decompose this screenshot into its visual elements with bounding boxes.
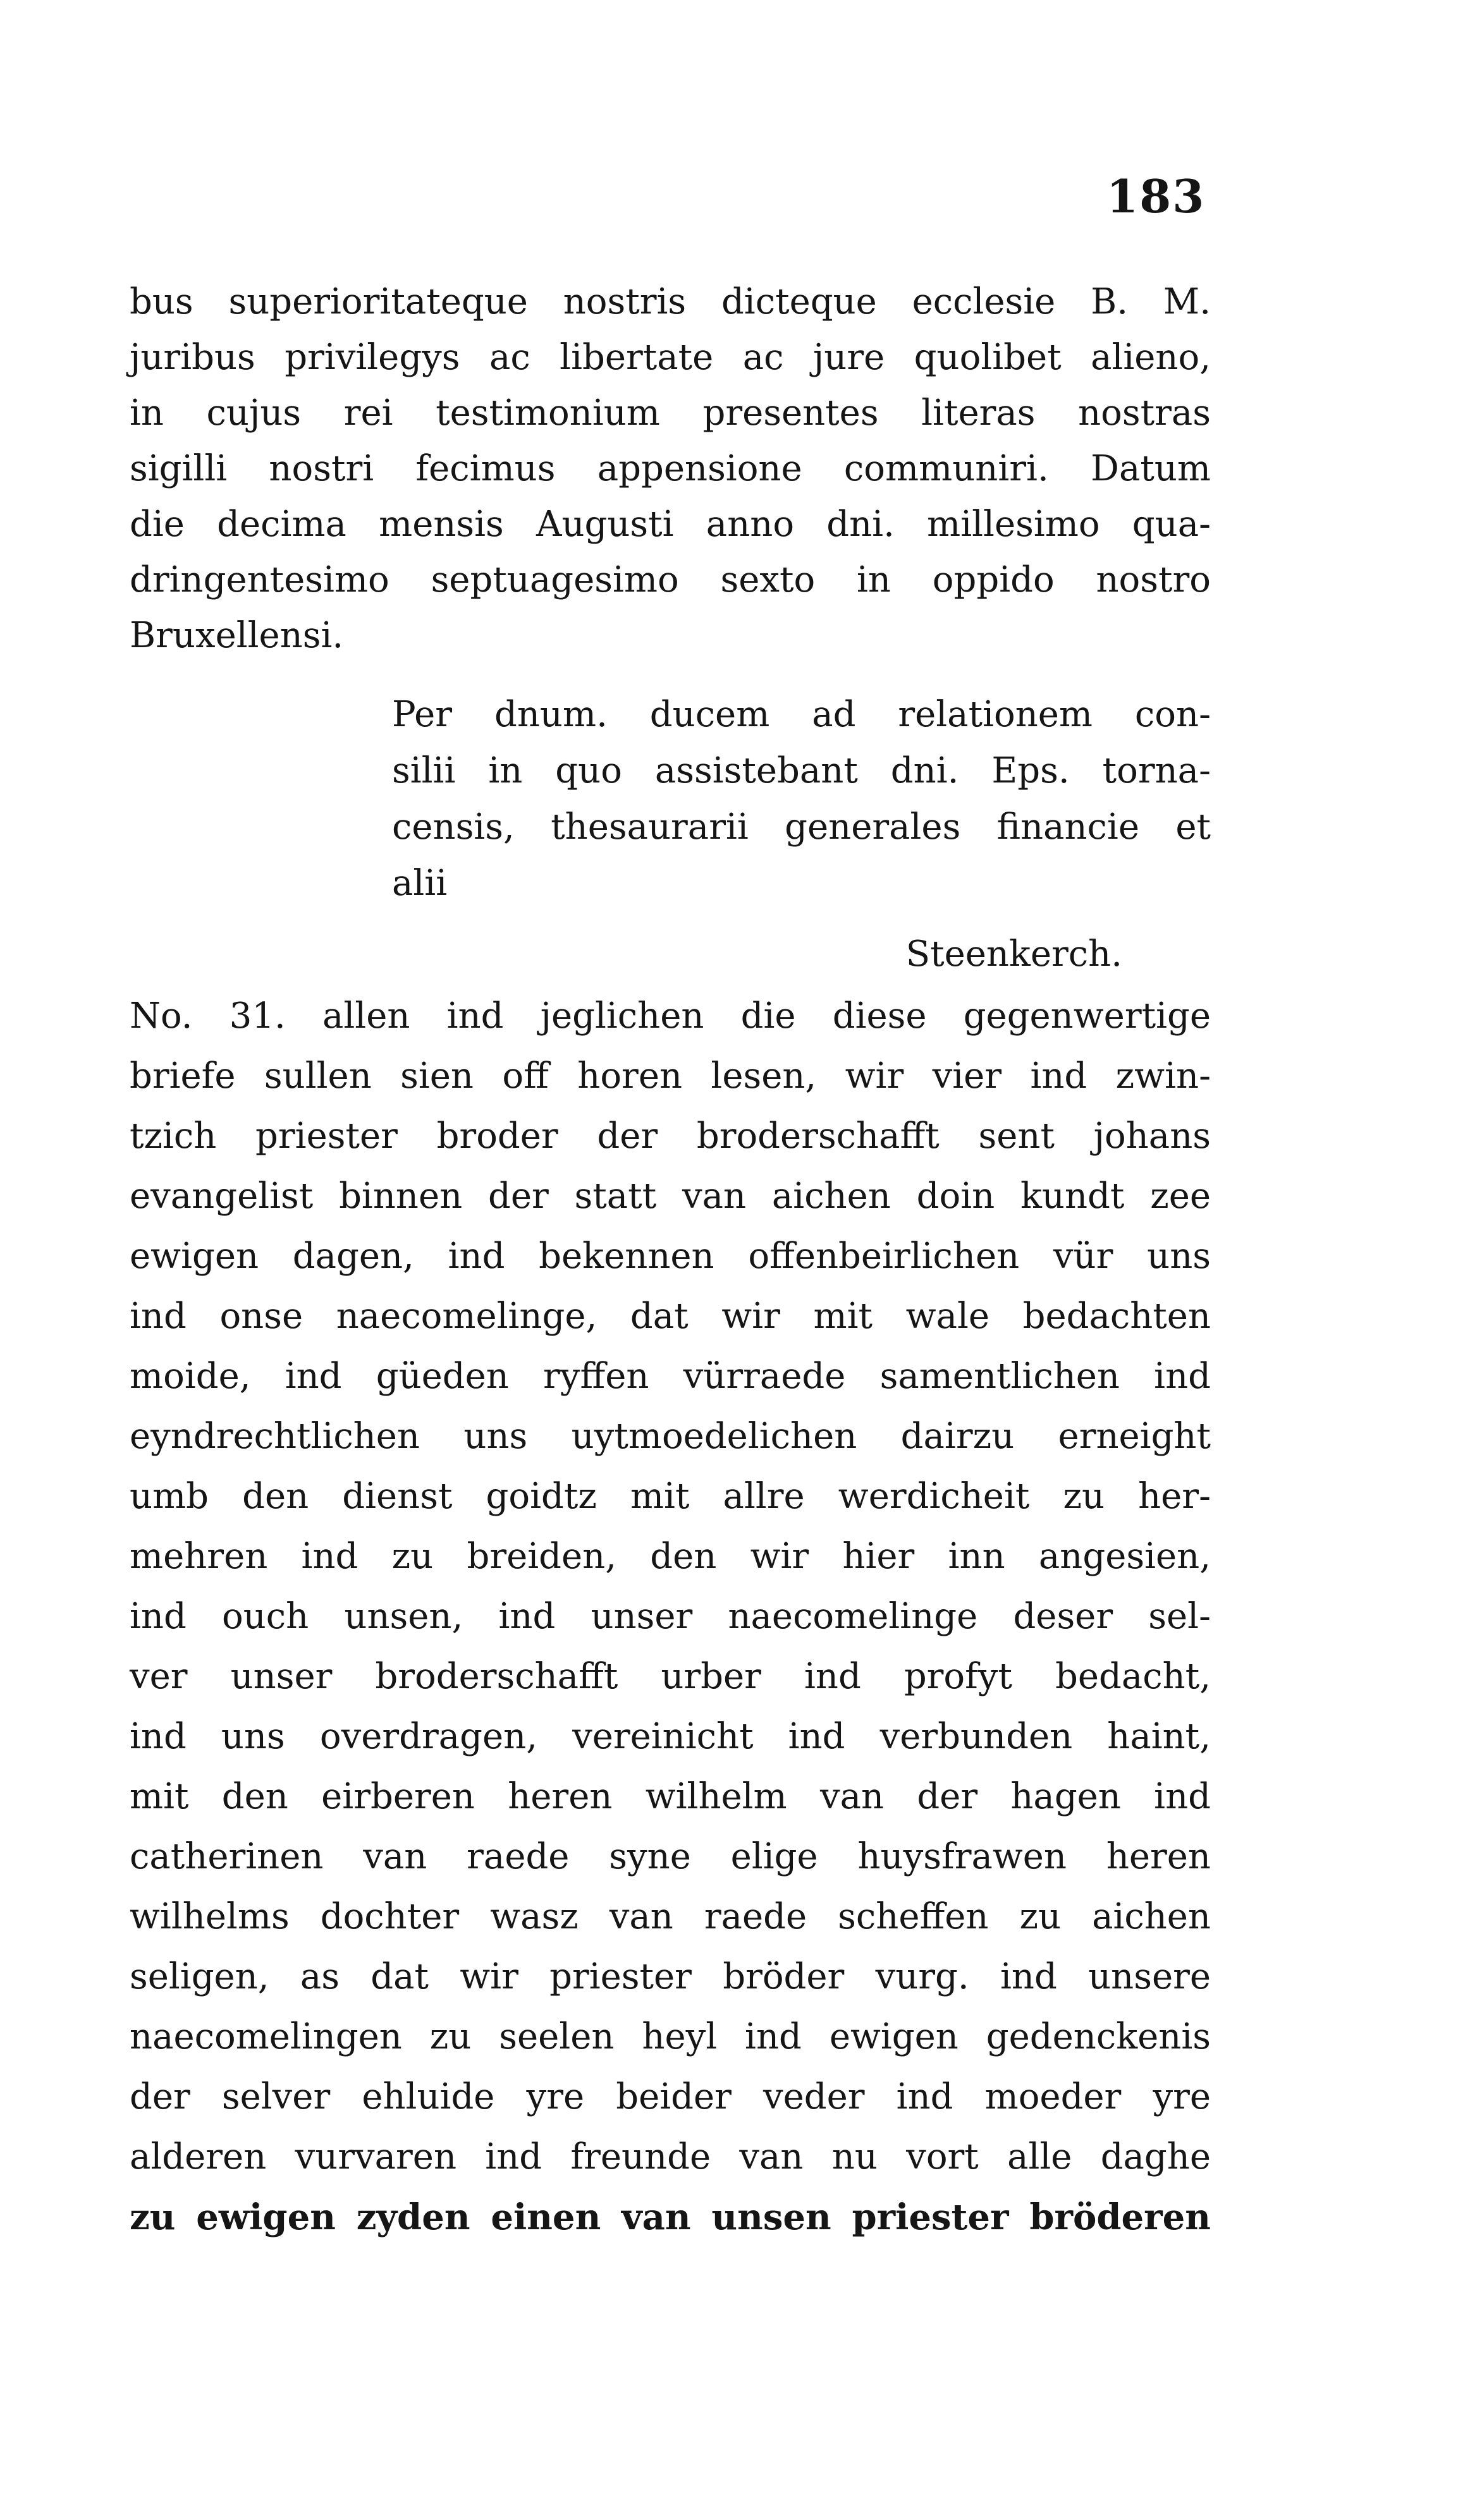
page-number: 183 <box>1106 169 1206 223</box>
notation-line: alii <box>392 863 448 904</box>
text-line: ver unser broderschafft urber ind profyt bedacht, <box>130 1656 1211 1697</box>
text-line: der selver ehluide yre beider veder ind moeder yre <box>130 2076 1211 2117</box>
text-line: zu ewigen zyden einen van unsen priester bröderen <box>130 2196 1211 2238</box>
signature: Steenkerch. <box>905 934 1122 975</box>
text-line: No. 31. allen ind jeglichen die diese gegenwertige <box>130 995 1211 1037</box>
text-line: naecomelingen zu seelen heyl ind ewigen gedenckenis <box>130 2016 1211 2057</box>
notation-line: Per dnum. ducem ad relationem con- <box>392 694 1211 735</box>
text-line: juribus privilegys ac libertate ac jure quolibet alieno, <box>130 337 1211 378</box>
text-line: wilhelms dochter wasz van raede scheffen zu aichen <box>130 1896 1211 1937</box>
text-line: sigilli nostri fecimus appensione communiri. Datum <box>130 448 1211 489</box>
text-line: alderen vurvaren ind freunde van nu vort alle daghe <box>130 2136 1211 2177</box>
text-line: die decima mensis Augusti anno dni. millesimo qua- <box>130 504 1211 545</box>
text-line: seligen, as dat wir priester bröder vurg. ind unsere <box>130 1956 1211 1997</box>
notation-line: silii in quo assistebant dni. Eps. torna- <box>392 750 1211 791</box>
text-line: catherinen van raede syne elige huysfrawen heren <box>130 1836 1211 1877</box>
text-line: umb den dienst goidtz mit allre werdicheit zu her- <box>130 1476 1211 1517</box>
text-line: Bruxellensi. <box>130 615 344 656</box>
text-line: in cujus rei testimonium presentes literas nostras <box>130 393 1211 434</box>
text-line: ind uns overdragen, vereinicht ind verbunden haint, <box>130 1716 1211 1757</box>
text-line: eyndrechtlichen uns uytmoedelichen dairzu erneight <box>130 1416 1211 1457</box>
text-line: moide, ind güeden ryffen vürraede samentlichen ind <box>130 1356 1211 1397</box>
text-line: ind onse naecomelinge, dat wir mit wale bedachten <box>130 1296 1211 1337</box>
text-line: dringentesimo septuagesimo sexto in oppido nostro <box>130 559 1211 600</box>
text-line: ind ouch unsen, ind unser naecomelinge deser sel- <box>130 1596 1211 1637</box>
text-line: ewigen dagen, ind bekennen offenbeirlichen vür uns <box>130 1236 1211 1277</box>
text-line: tzich priester broder der broderschafft sent johans <box>130 1116 1211 1157</box>
text-line: evangelist binnen der statt van aichen doin kundt zee <box>130 1176 1211 1217</box>
text-line: briefe sullen sien off horen lesen, wir vier ind zwin- <box>130 1056 1211 1097</box>
text-line: bus superioritateque nostris dicteque ecclesie B. M. <box>130 281 1211 322</box>
text-line: mit den eirberen heren wilhelm van der hagen ind <box>130 1776 1211 1817</box>
text-line: mehren ind zu breiden, den wir hier inn angesien, <box>130 1536 1211 1577</box>
notation-line: censis, thesaurarii generales financie et <box>392 807 1211 848</box>
